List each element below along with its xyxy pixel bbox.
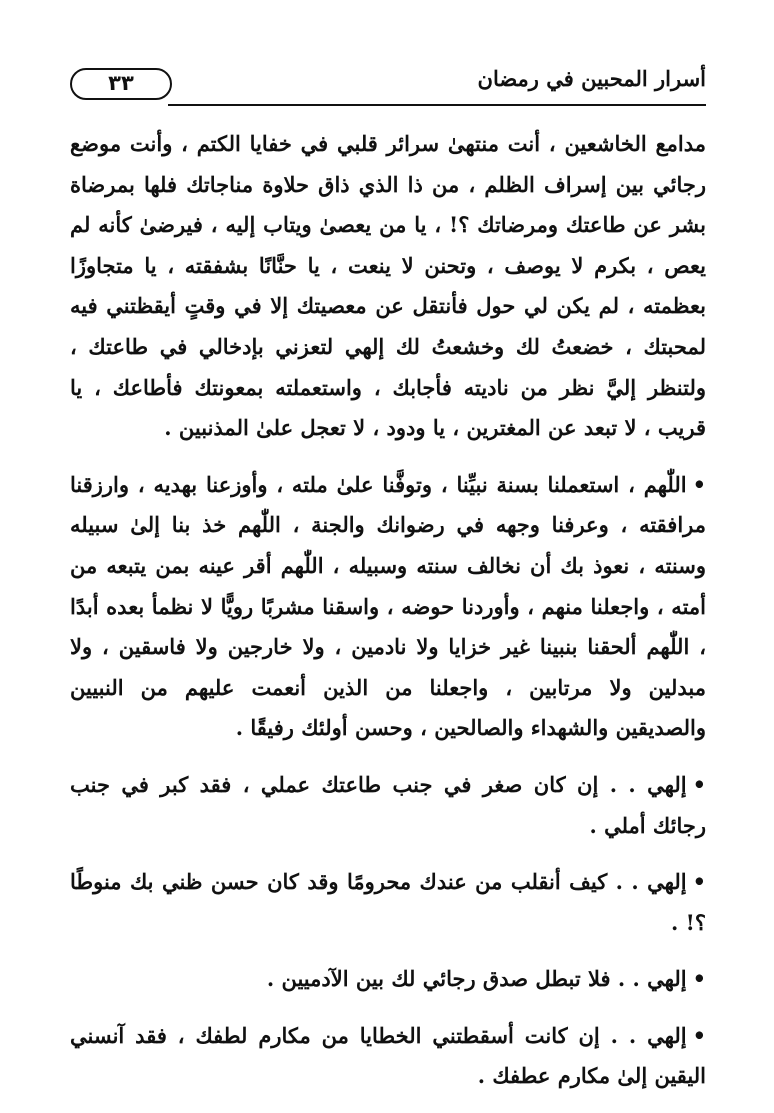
bullet-icon: • [692, 869, 706, 895]
paragraph [70, 959, 706, 1000]
paragraph [70, 765, 706, 846]
page-header [70, 60, 706, 106]
paragraph [70, 124, 706, 449]
paragraph [70, 465, 706, 749]
paragraph-text: إلهي . . فلا تبطل صدق رجائي لك بين الآدميين . [266, 966, 687, 992]
bullet-icon: • [692, 1022, 706, 1048]
paragraph-text: مدامع الخاشعين ، أنت منتهىٰ سرائر قلبي في خفايا الكتم ، وأنت موضع رجائي بين إسراف الظلم ، من ذا الذي ذاق حلاوة مناجاتك فلها بمرضاة بشر عن طاعتك ومرضاتك ؟! ، يا من يعصىٰ ويتاب إليه ، فيرضىٰ كأنه لم يعص ، بكرم لا يوصف ، وتحنن لا ينعت ، يا حنَّانًا بشفقته ، يا متجاوزًا بعظمته ، لم يكن لي حول فأنتقل عن معصيتك إلا في وقتٍ أيقظتني فيه لمحبتك ، خضعتُ لك وخشعتُ لك إلهي لتعزني بإدخالي في طاعتك ، ولتنظر إليَّ نظر من ناديته فأجابك ، واستعملته بمعونتك فأطاعك ، يا قريب ، لا تبعد عن المغترين ، يا ودود ، لا تعجل علىٰ المذنبين . [70, 131, 706, 441]
paragraph-text: إلهي . . إن كانت أسقطتني الخطايا من مكارم لطفك ، فقد آنسني اليقين إلىٰ مكارم عطفك . [70, 1022, 706, 1089]
paragraph-text: اللّٰهم ، استعملنا بسنة نبيِّنا ، وتوفَّنا علىٰ ملته ، وأوزعنا بهديه ، وارزقنا مرافقته ، وعرفنا وجهه في رضوانك والجنة ، اللّٰهم خذ بنا إلىٰ سبيله وسنته ، نعوذ بك أن نخالف سنته وسبيله ، اللّٰهم أقر عينه بمن يتبعه من أمته ، واجعلنا منهم ، وأوردنا حوضه ، واسقنا مشربًا رويًّا لا نظمأ بعده أبدًا ، اللّٰهم ألحقنا بنبينا غير خزايا ولا نادمين ، ولا خارجين ولا فاسقين ، ولا مبدلين ولا مرتابين ، واجعلنا من الذين أنعمت عليهم من النبيين والصديقين والشهداء والصالحين ، وحسن أولئك رفيقًا . [70, 471, 706, 741]
paragraph [70, 1016, 706, 1097]
running-title: أسرار المحبين في رمضان [477, 66, 706, 91]
paragraph [70, 862, 706, 943]
page-number-badge: ٣٣ [70, 68, 172, 100]
paragraph-text: إلهي . . كيف أنقلب من عندك محرومًا وقد كان حسن ظني بك منوطًا ؟! . [70, 869, 706, 935]
paragraph-text: إلهي . . إن كان صغر في جنب طاعتك عملي ، فقد كبر في جنب رجائك أملي . [70, 771, 706, 838]
page-body [70, 124, 706, 1113]
bullet-icon: • [692, 966, 706, 992]
bullet-icon: • [692, 471, 706, 497]
header-rule [168, 104, 706, 106]
bullet-icon: • [692, 771, 706, 797]
